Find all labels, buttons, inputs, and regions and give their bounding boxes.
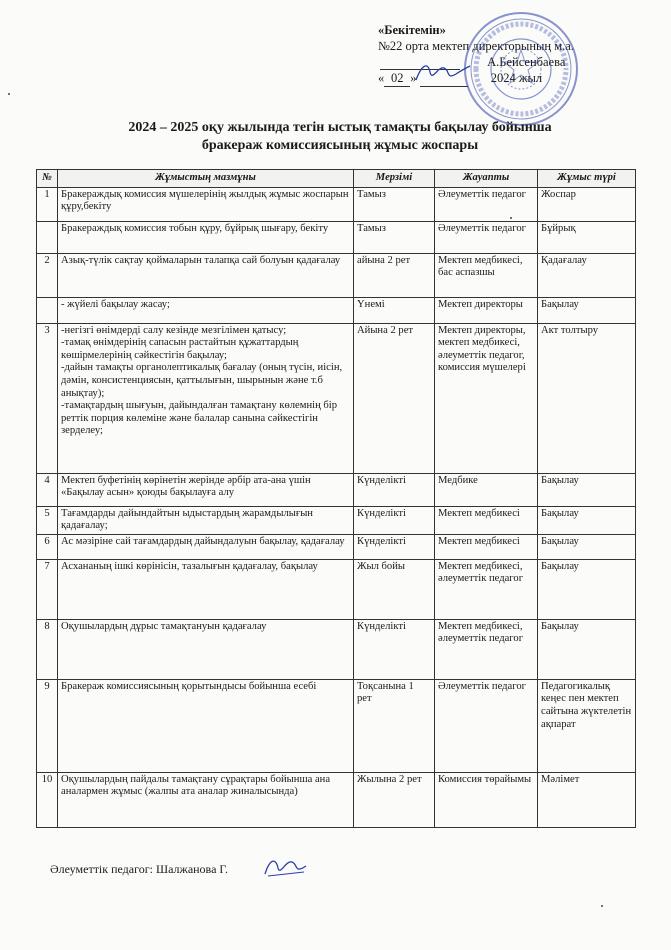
row-work-type: Акт толтыру: [538, 323, 636, 473]
header-content: Жұмыстың мазмұны: [58, 170, 354, 188]
row-responsible: Мектеп медбикесі, бас аспазшы: [435, 253, 538, 297]
table-row: [37, 253, 636, 297]
row-term: Жыл бойы: [354, 559, 435, 619]
row-content: Азық-түлік сақтау қоймаларын талапқа сай болуын қадағалау: [58, 253, 354, 297]
approval-title: «Бекітемін»: [378, 23, 446, 37]
row-term: Күнделікті: [354, 473, 435, 506]
approval-day: 02: [384, 70, 410, 87]
row-responsible: Мектеп директоры, мектеп медбикесі, әлеуметтік педагог, комиссия мүшелері: [435, 323, 538, 473]
approval-date-line: « 02 » 2024 жыл: [378, 71, 543, 85]
table-row: [37, 187, 636, 221]
row-term: Жылына 2 рет: [354, 772, 435, 827]
row-term: Тамыз: [354, 221, 435, 253]
row-content: Ас мәзіріне сай тағамдардың дайындалуын бақылау, қадағалау: [58, 534, 354, 559]
row-work-type: Бақылау: [538, 619, 636, 679]
row-number: 1: [37, 187, 58, 221]
row-content: Бракераждық комиссия тобын құру, бұйрық шығару, бекіту: [58, 221, 354, 253]
header-number: №: [37, 170, 58, 188]
document-title: [40, 119, 640, 155]
table-row: [37, 679, 636, 772]
row-responsible: Әлеуметтік педагог: [435, 221, 538, 253]
row-work-type: Педагогикалық кеңес пен мектеп сайтына жүктелетін ақпарат: [538, 679, 636, 772]
approval-year: 2024 жыл: [490, 71, 543, 85]
scan-speck: [601, 905, 603, 907]
row-number: 9: [37, 679, 58, 772]
row-term: Тоқсанына 1 рет: [354, 679, 435, 772]
row-responsible: Мектеп директоры: [435, 297, 538, 323]
row-work-type: Бақылау: [538, 506, 636, 534]
row-number: 6: [37, 534, 58, 559]
row-term: Үнемі: [354, 297, 435, 323]
row-content: - жүйелі бақылау жасау;: [58, 297, 354, 323]
table-header-row: [37, 170, 636, 188]
row-work-type: Бақылау: [538, 534, 636, 559]
title-line-2: бракераж комиссиясының жұмыс жоспары: [201, 138, 479, 153]
approval-name: А.Бейсенбаева: [487, 55, 566, 69]
table-row: [37, 221, 636, 253]
table-row: [37, 534, 636, 559]
row-content: Оқушылардың пайдалы тамақтану сұрақтары бойынша ана аналармен жұмыс (жалпы ата аналар жиналысында): [58, 772, 354, 827]
row-responsible: Мектеп медбикесі, әлеуметтік педагог: [435, 559, 538, 619]
row-content: Мектеп буфетінің көрінетін жерінде әрбір ата-ана үшін «Бақылау асын» қоюды бақылауға алу: [58, 473, 354, 506]
header-work-type: Жұмыс түрі: [538, 170, 636, 188]
row-term: Күнделікті: [354, 506, 435, 534]
social-pedagogue-signature: [262, 854, 310, 880]
row-responsible: Комиссия төрайымы: [435, 772, 538, 827]
table-row: [37, 506, 636, 534]
row-work-type: Бақылау: [538, 297, 636, 323]
row-responsible: Әлеуметтік педагог: [435, 679, 538, 772]
row-number: [37, 297, 58, 323]
row-number: 4: [37, 473, 58, 506]
row-number: 7: [37, 559, 58, 619]
row-content: -негізгі өнімдерді салу кезінде мезгілімен қатысу; -тамақ өнімдерінің сапасын растайтын құжаттардың көшірмелерінің сәйкестігін бақылау; -дайын тамақты органолептикалық бағалау (оның түсін, иісін, дәмін, консистенциясын, қаттылығын, шырынын және т.б анықтау); -тамақтардың шығуын, дайындалған тамақтану көлемнің бір реттік порция көлеміне және балалар санына сәйкестігін зерделеу;: [58, 323, 354, 473]
row-responsible: Мектеп медбикесі: [435, 506, 538, 534]
row-work-type: Бақылау: [538, 559, 636, 619]
table-row: [37, 473, 636, 506]
table-row: [37, 297, 636, 323]
scan-speck: [510, 217, 512, 219]
row-responsible: Мектеп медбикесі: [435, 534, 538, 559]
row-number: 8: [37, 619, 58, 679]
row-term: Күнделікті: [354, 534, 435, 559]
row-content: Асхананың ішкі көрінісін, тазалығын қадағалау, бақылау: [58, 559, 354, 619]
row-responsible: Медбике: [435, 473, 538, 506]
row-term: Күнделікті: [354, 619, 435, 679]
row-work-type: Қадағалау: [538, 253, 636, 297]
row-content: Бракераждық комиссия мүшелерінің жылдық жұмыс жоспарын құру,бекіту: [58, 187, 354, 221]
table-row: [37, 323, 636, 473]
header-responsible: Жауапты: [435, 170, 538, 188]
footer-signature-line: Әлеуметтік педагог: Шалжанова Г.: [50, 862, 228, 876]
table-row: [37, 559, 636, 619]
table-row: [37, 772, 636, 827]
row-content: Тағамдарды дайындайтын ыдыстардың жарамдылығын қадағалау;: [58, 506, 354, 534]
row-term: Айына 2 рет: [354, 323, 435, 473]
row-term: Тамыз: [354, 187, 435, 221]
row-content: Оқушылардың дұрыс тамақтануын қадағалау: [58, 619, 354, 679]
row-number: 3: [37, 323, 58, 473]
row-work-type: Бұйрық: [538, 221, 636, 253]
approval-position: №22 орта мектеп директорының м.а.: [378, 39, 574, 53]
row-work-type: Жоспар: [538, 187, 636, 221]
row-work-type: Мәлімет: [538, 772, 636, 827]
table-row: [37, 619, 636, 679]
scan-speck: [8, 93, 10, 95]
director-signature: [412, 58, 472, 86]
work-plan-table: [36, 169, 636, 828]
school-seal-stamp: [462, 10, 580, 128]
row-number: [37, 221, 58, 253]
row-responsible: Мектеп медбикесі, әлеуметтік педагог: [435, 619, 538, 679]
row-number: 10: [37, 772, 58, 827]
header-term: Мерзімі: [354, 170, 435, 188]
row-content: Бракераж комиссиясының қорытындысы бойынша есебі: [58, 679, 354, 772]
row-term: айына 2 рет: [354, 253, 435, 297]
row-work-type: Бақылау: [538, 473, 636, 506]
row-responsible: Әлеуметтік педагог: [435, 187, 538, 221]
row-number: 5: [37, 506, 58, 534]
row-number: 2: [37, 253, 58, 297]
title-line-1: 2024 – 2025 оқу жылында тегін ыстық тамақты бақылау бойынша: [128, 120, 552, 135]
